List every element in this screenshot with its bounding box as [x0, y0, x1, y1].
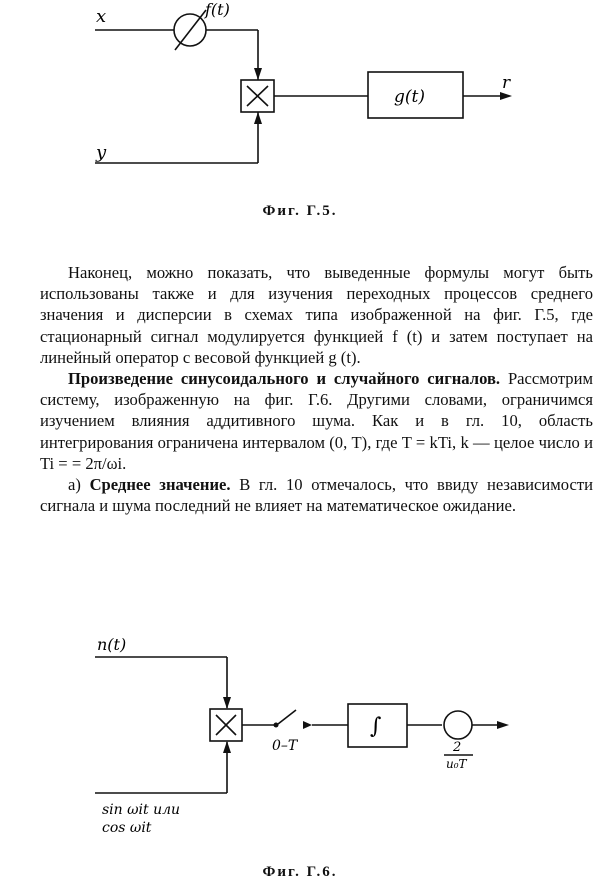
g-block-label: g(t) [394, 87, 425, 107]
gain-circle [444, 711, 472, 739]
input-x-label: x [96, 6, 107, 27]
input-y-label: y [96, 142, 107, 163]
function-label: f(t) [205, 0, 230, 19]
body-text [40, 262, 593, 516]
input-cos-label: cos ωit [102, 820, 152, 836]
paragraph-3-heading: Среднее значение. [89, 475, 231, 495]
integrator-symbol: ∫ [370, 714, 382, 739]
figure-g6-caption: Фиг. Г.6. [262, 864, 338, 880]
paragraph-2-heading: Произведение синусоидального и случайного сигналов. [68, 369, 501, 389]
paragraph-3-body: В гл. 10 отмечалось, что ввиду независимости сигнала и шума последний не влияет на математическое ожидание. [40, 475, 593, 516]
figure-g5-diagram [0, 0, 600, 190]
paragraph-1: Наконец, можно показать, что выведенные формулы могут быть использованы также и для изучения переходных процессов среднего значения и дисперсии в схемах типа изображенной на фиг. Г.5, где стационарный сигнал модулируется функцией f (t) и затем поступает на линейный оператор с весовой функцией g (t). [40, 263, 593, 367]
switch-label: 0–T [272, 738, 298, 754]
paragraph-3-prefix: а) [68, 475, 90, 495]
input-sin-label: sin ωit или [102, 802, 181, 818]
gain-numerator: 2 [453, 740, 462, 755]
paragraph-2-body: Рассмотрим систему, изображенную на фиг. Г.6. Другими словами, ограничимся изучением влияния аддитивного шума. Как и в гл. 10, область интегрирования ограничена интервалом (0, T), где T = kTi, k — целое число и Ti = = 2π/ωi. [40, 369, 593, 473]
paragraph-3 [40, 474, 593, 516]
switch-contact-left [274, 723, 279, 728]
paragraph-2 [40, 368, 593, 474]
figure-g5-caption: Фиг. Г.5. [262, 203, 338, 219]
figure-g6-diagram [0, 630, 600, 855]
input-n-label: n(t) [97, 635, 127, 654]
gain-denominator: u₀T [446, 757, 467, 771]
output-label: r [502, 73, 511, 93]
